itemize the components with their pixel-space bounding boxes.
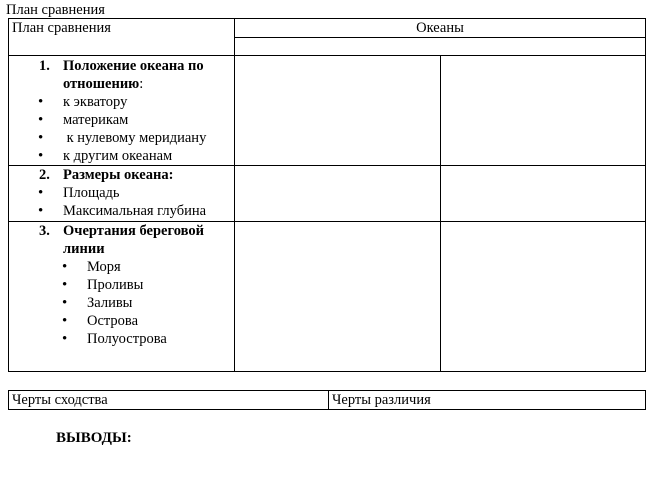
conclusions-heading: ВЫВОДЫ: <box>56 430 132 446</box>
section-title-suffix: : <box>139 76 144 92</box>
list-item: • Максимальная глубина <box>9 202 234 220</box>
section-heading <box>9 222 234 240</box>
list-item: • к экватору <box>9 93 234 111</box>
section-title <box>63 57 228 75</box>
list-item: • Заливы <box>9 294 234 312</box>
section-title: Размеры океана: <box>63 167 174 183</box>
table-row-position <box>9 56 646 166</box>
section-position-cell <box>9 56 235 166</box>
section-title-line2: отношению <box>63 76 140 92</box>
ocean-2-cell[interactable] <box>440 166 646 222</box>
ocean-1-cell[interactable] <box>235 222 441 372</box>
oceans-header: Океаны <box>235 19 646 38</box>
page-title: План сравнения <box>6 2 105 18</box>
table-row <box>9 391 646 410</box>
plan-column-header: План сравнения <box>9 19 235 56</box>
table-row-size <box>9 166 646 222</box>
bullet-list <box>9 258 234 348</box>
section-number: 3. <box>39 223 50 239</box>
similarities-cell[interactable]: Черты сходства <box>9 391 329 410</box>
section-title-line1: Положение океана по <box>63 58 204 74</box>
list-item: • Площадь <box>9 184 234 202</box>
section-title-line2: линии <box>63 241 105 257</box>
table-row-coastline <box>9 222 646 372</box>
section-heading <box>9 166 234 184</box>
section-number: 2. <box>39 167 50 183</box>
list-item: • Моря <box>9 258 234 276</box>
list-item: • Полуострова <box>9 330 234 348</box>
section-title: Очертания береговой <box>63 223 204 239</box>
section-size-cell <box>9 166 235 222</box>
section-heading-cont <box>9 75 234 93</box>
ocean-2-cell[interactable] <box>440 56 646 166</box>
section-coastline-cell <box>9 222 235 372</box>
list-item: • Острова <box>9 312 234 330</box>
section-number: 1. <box>39 58 50 74</box>
section-heading <box>9 56 234 75</box>
list-item: • материкам <box>9 111 234 129</box>
bullet-list <box>9 184 234 220</box>
ocean-2-cell[interactable] <box>440 222 646 372</box>
list-item: • Проливы <box>9 276 234 294</box>
ocean-1-cell[interactable] <box>235 56 441 166</box>
ocean-1-cell[interactable] <box>235 166 441 222</box>
bullet-list <box>9 93 234 165</box>
list-item: • к нулевому меридиану <box>9 129 234 147</box>
section-heading-cont <box>9 240 234 258</box>
oceans-subheader-empty[interactable] <box>235 38 646 56</box>
similarities-differences-table <box>8 390 646 410</box>
list-item: • к другим океанам <box>9 147 234 165</box>
differences-cell[interactable]: Черты различия <box>329 391 646 410</box>
comparison-plan-table <box>8 18 646 372</box>
table-header-row <box>9 19 646 38</box>
